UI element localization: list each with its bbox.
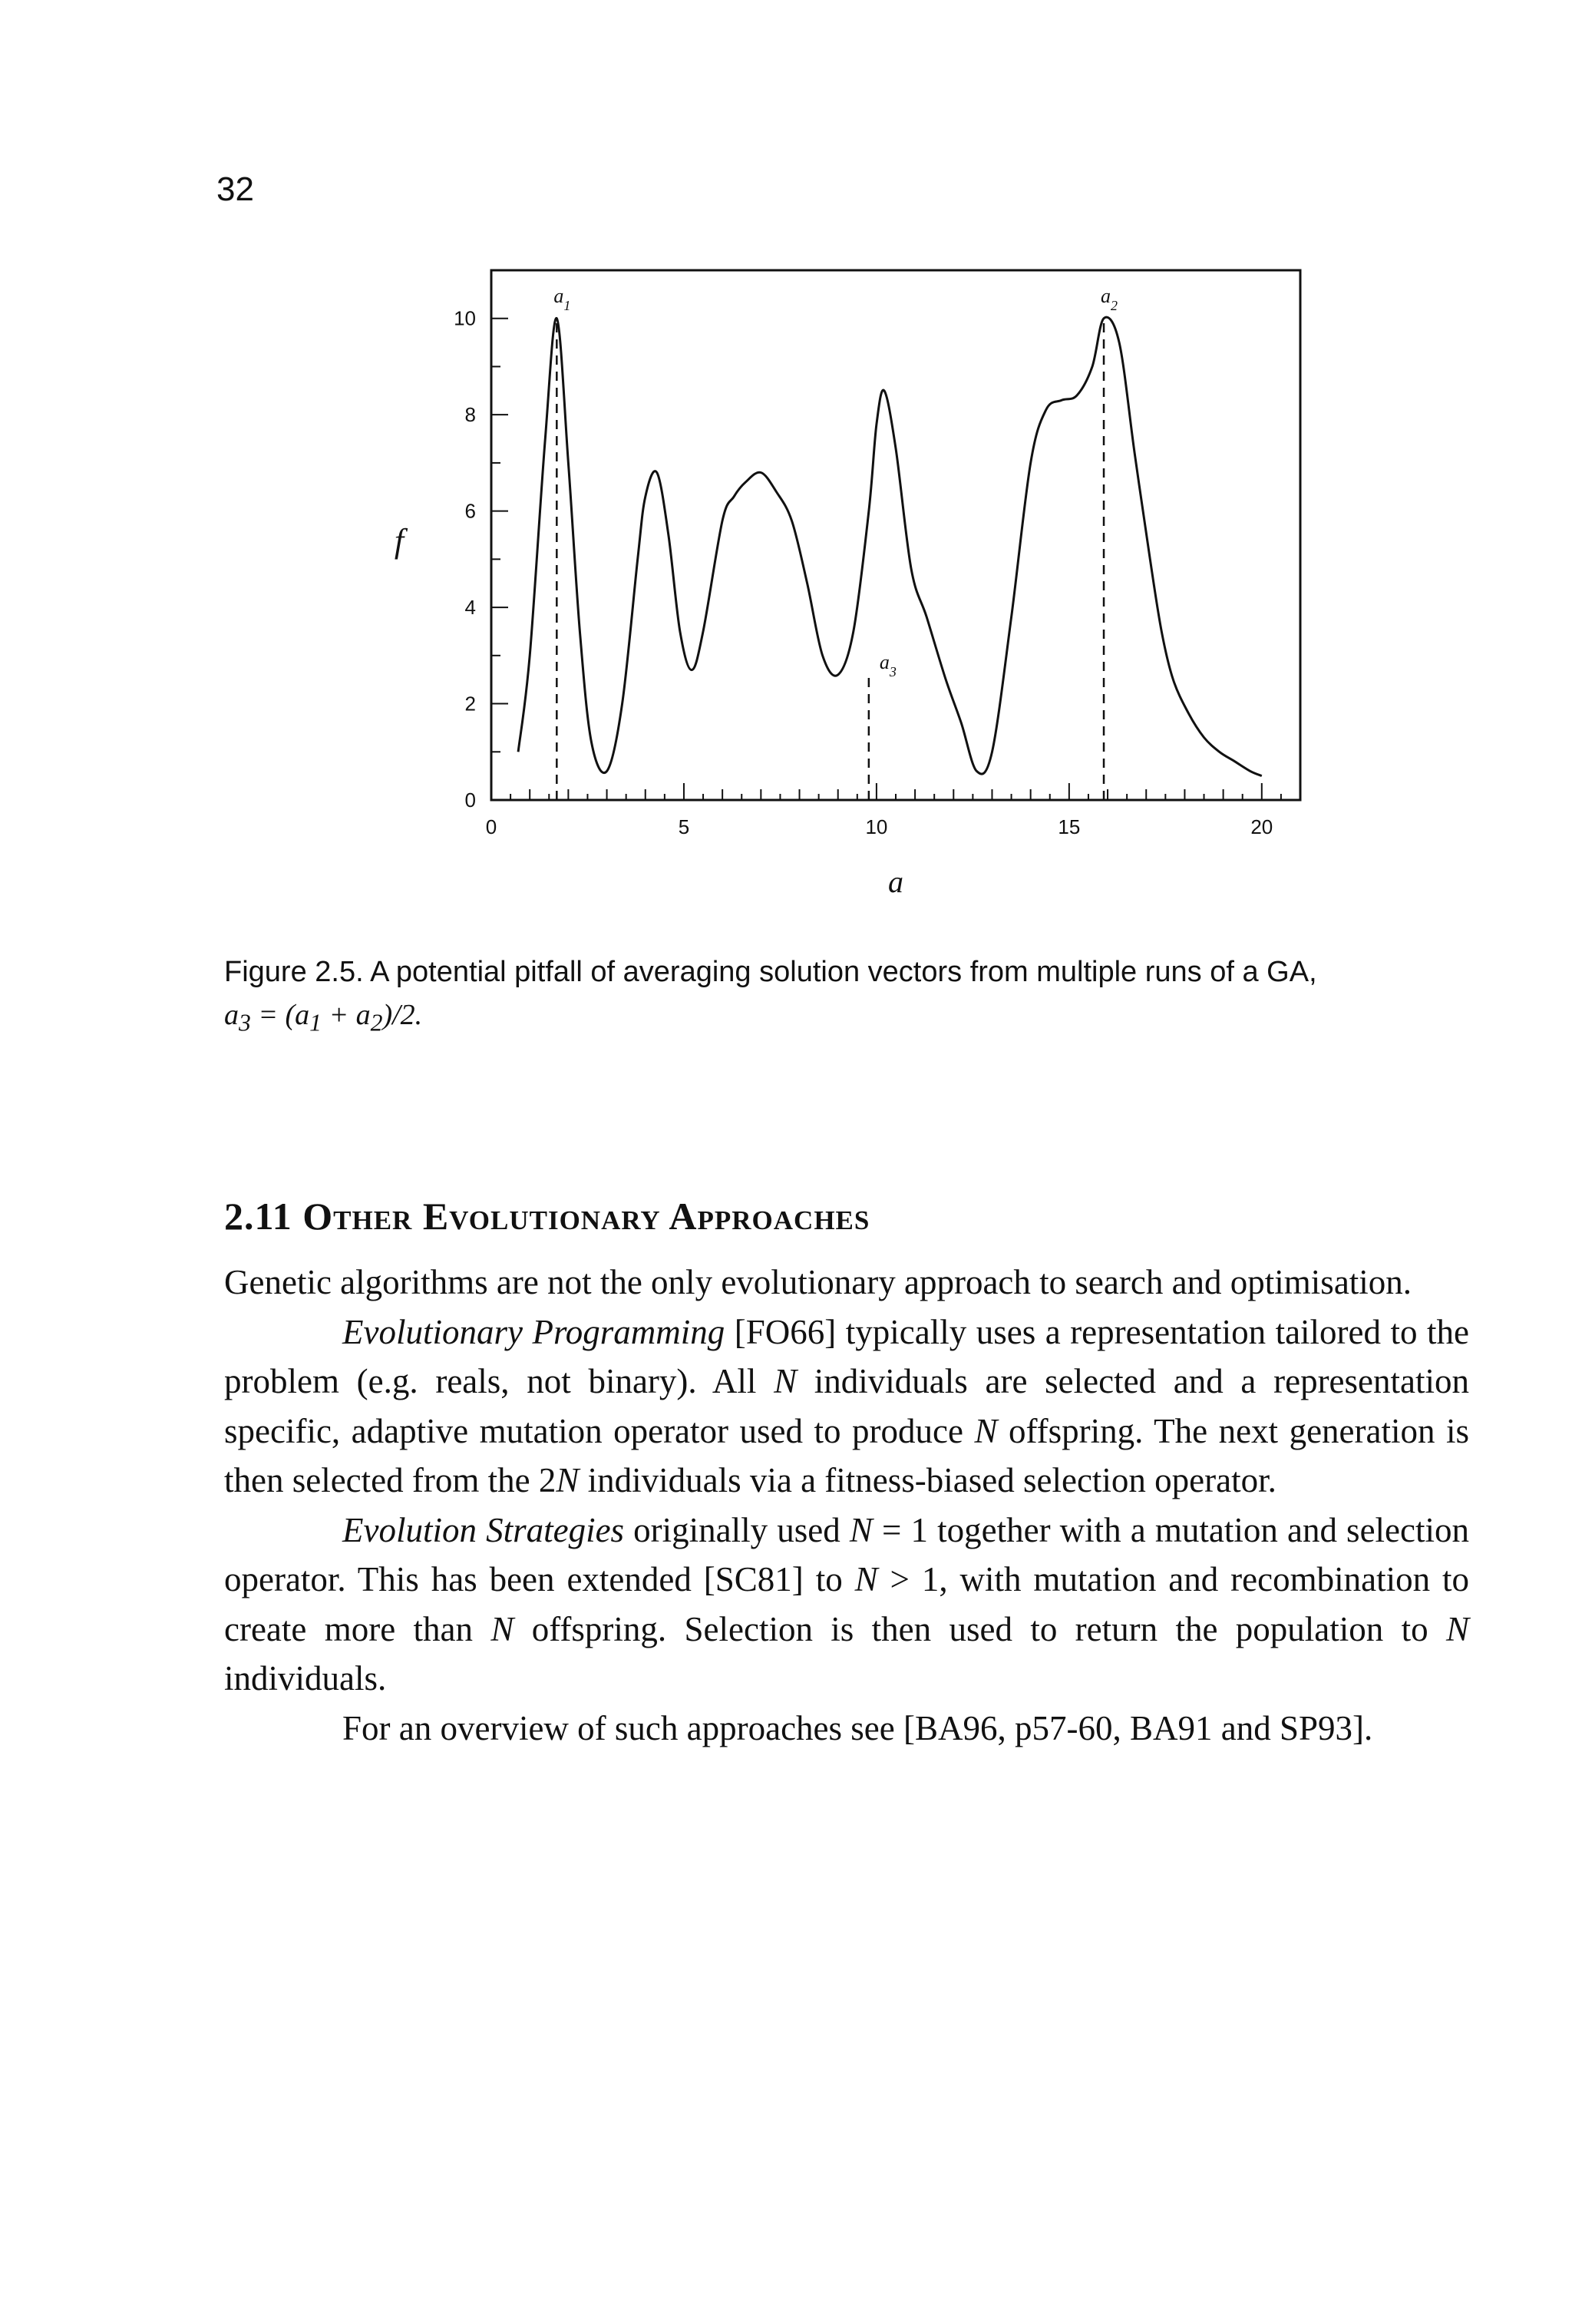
y-axis-ticks [454, 270, 508, 812]
x-axis-label: a [888, 864, 903, 899]
y-tick-label: 0 [464, 788, 476, 812]
y-tick-label: 10 [454, 306, 476, 330]
fitness-landscape-chart [0, 0, 1572, 921]
figure-caption [224, 950, 1468, 1045]
solution-markers [553, 285, 1118, 800]
section-number: 2.11 [224, 1195, 292, 1238]
page-number: 32 [216, 170, 254, 208]
y-tick-label: 6 [464, 499, 476, 523]
x-tick-label: 20 [1250, 815, 1273, 838]
term-evolutionary-programming: Evolutionary Programming [342, 1312, 725, 1351]
marker-label-a2: $a_2$ [1101, 285, 1118, 313]
y-axis-label: f [394, 522, 405, 560]
paragraph-1: Genetic algorithms are not the only evolutionary approach to search and optimisation. [224, 1263, 1412, 1301]
body-text [224, 1258, 1469, 1753]
fitness-curve [518, 317, 1262, 775]
y-tick-label: 2 [464, 692, 476, 716]
y-tick-label: 4 [464, 596, 476, 620]
x-tick-label: 5 [678, 815, 690, 838]
y-tick-label: 8 [464, 403, 476, 427]
paragraph-2: Evolutionary Programming [FO66] typically uses a representation tailored to the problem (e.g. reals, not binary). All N individuals are selected and a representation specific, adaptive mutation operator used to produce N offspring. The next generation is then selected from the 2N individuals via a fitness-biased selection operator. [224, 1312, 1469, 1499]
section-title: Other Evolutionary Approaches [302, 1195, 870, 1238]
plot-frame [491, 270, 1300, 800]
caption-line-2: $a_3 = (a_1 + a_2)/2$. [224, 999, 423, 1036]
marker-label-a3: $a_3$ [879, 650, 897, 679]
marker-label-a1: $a_1$ [553, 285, 571, 313]
caption-line-1: Figure 2.5. A potential pitfall of averaging solution vectors from multiple runs of a GA, [224, 956, 1317, 988]
x-tick-label: 0 [485, 815, 497, 838]
section-heading [224, 1194, 870, 1238]
paragraph-3: Evolution Strategies originally used N = 1 together with a mutation and selection operator. This has been extended [SC81] to N > 1, with mutation and recombination to create more than N offspring. Selection is then used to return the population to N individuals. [224, 1510, 1469, 1698]
x-tick-label: 10 [865, 815, 888, 838]
x-axis-ticks [486, 783, 1300, 838]
x-tick-label: 15 [1058, 815, 1081, 838]
paragraph-4: For an overview of such approaches see [BA96, p57-60, BA91 and SP93]. [342, 1708, 1373, 1747]
term-evolution-strategies: Evolution Strategies [342, 1510, 625, 1549]
